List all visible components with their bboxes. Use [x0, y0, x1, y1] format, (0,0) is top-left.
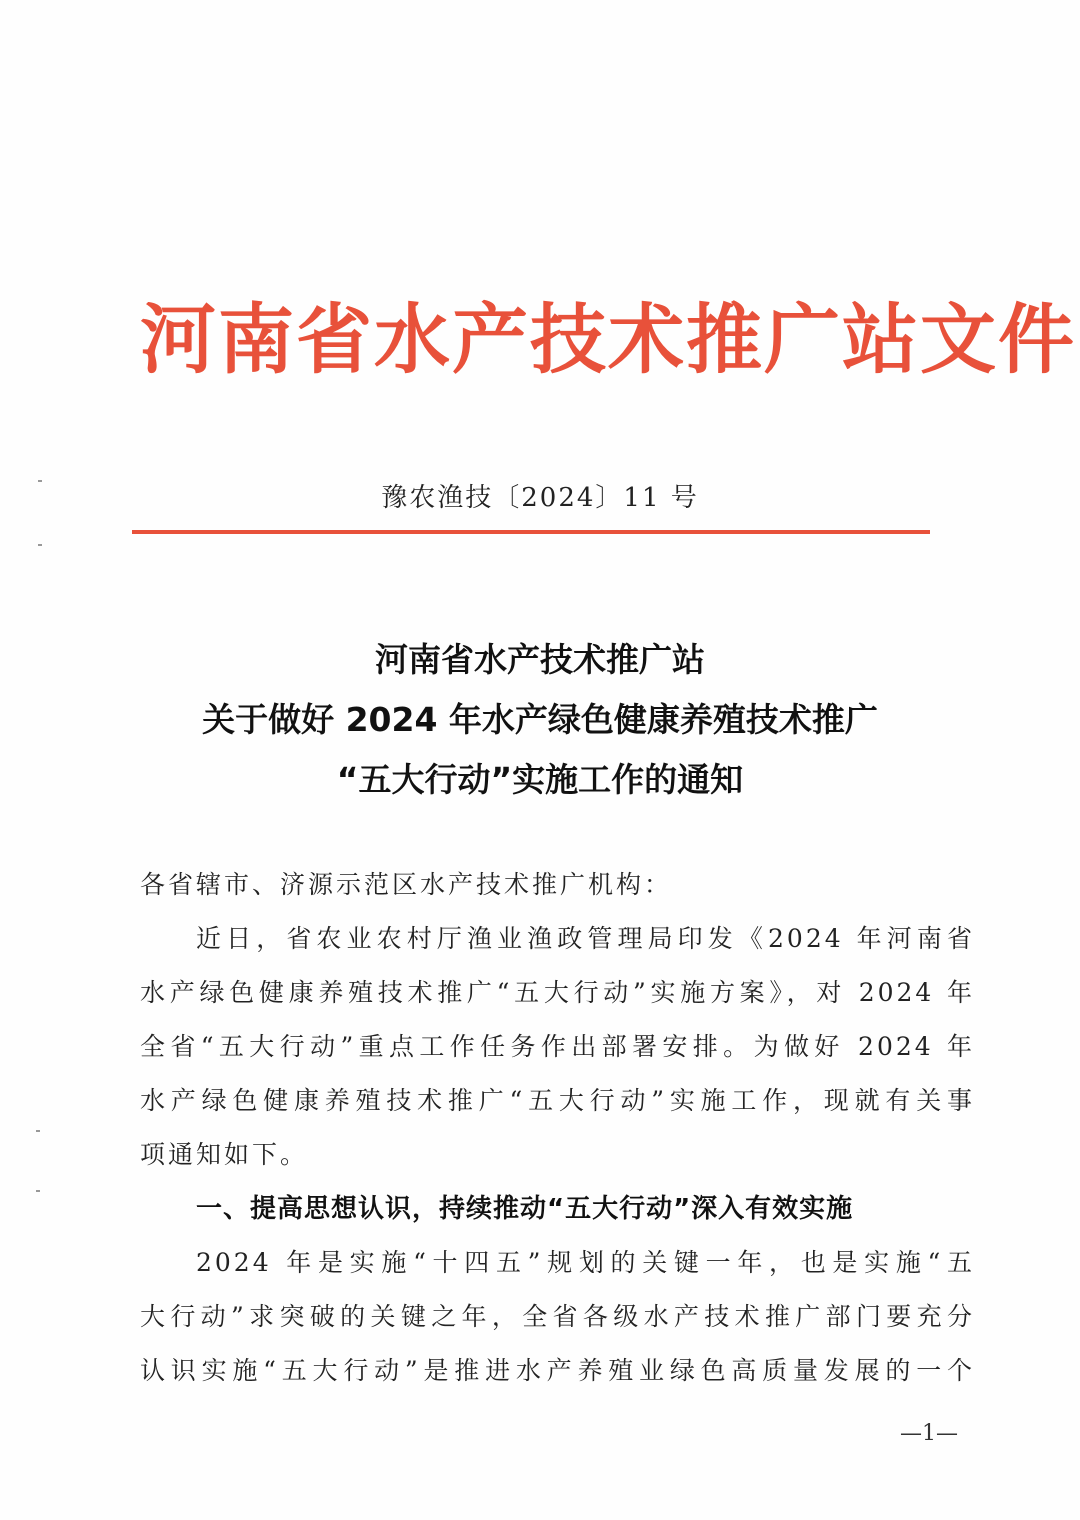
scan-speck [36, 1190, 40, 1192]
section-heading-1: 一、提高思想认识，持续推动“五大行动”深入有效实施 [196, 1194, 854, 1224]
red-divider-line [132, 530, 930, 534]
paragraph-1-line-5: 项通知如下。 [140, 1140, 309, 1169]
paragraph-2-line-2: 大行动”求突破的关键之年，全省各级水产技术推广部门要充分 [140, 1302, 975, 1331]
scan-speck [38, 544, 42, 546]
paragraph-1-line-4: 水产绿色健康养殖技术推广“五大行动”实施工作，现就有关事 [140, 1086, 975, 1115]
document-body [140, 858, 975, 1398]
paragraph-1-line-3: 全省“五大行动”重点工作任务作出部署安排。为做好 2024 年 [140, 1032, 975, 1061]
title-line-1: 河南省水产技术推广站 [375, 640, 705, 679]
document-title [0, 630, 1080, 810]
scan-speck [36, 1130, 40, 1132]
salutation: 各省辖市、济源示范区水产技术推广机构： [140, 870, 673, 899]
title-line-3: “五大行动”实施工作的通知 [336, 760, 744, 799]
masthead-title: 河南省水产技术推广站文件 [140, 295, 1076, 384]
document-number: 豫农渔技〔2024〕11 号 [381, 483, 699, 513]
paragraph-2-line-1: 2024 年是实施“十四五”规划的关键一年，也是实施“五 [196, 1248, 975, 1277]
paragraph-1-line-1: 近日，省农业农村厅渔业渔政管理局印发《2024 年河南省 [196, 924, 975, 953]
page-number: —1— [900, 1421, 958, 1446]
paragraph-2-line-3: 认识实施“五大行动”是推进水产养殖业绿色高质量发展的一个 [140, 1356, 975, 1385]
paragraph-1-line-2: 水产绿色健康养殖技术推广“五大行动”实施方案》，对 2024 年 [140, 978, 975, 1007]
title-line-2: 关于做好 2024 年水产绿色健康养殖技术推广 [202, 700, 878, 739]
